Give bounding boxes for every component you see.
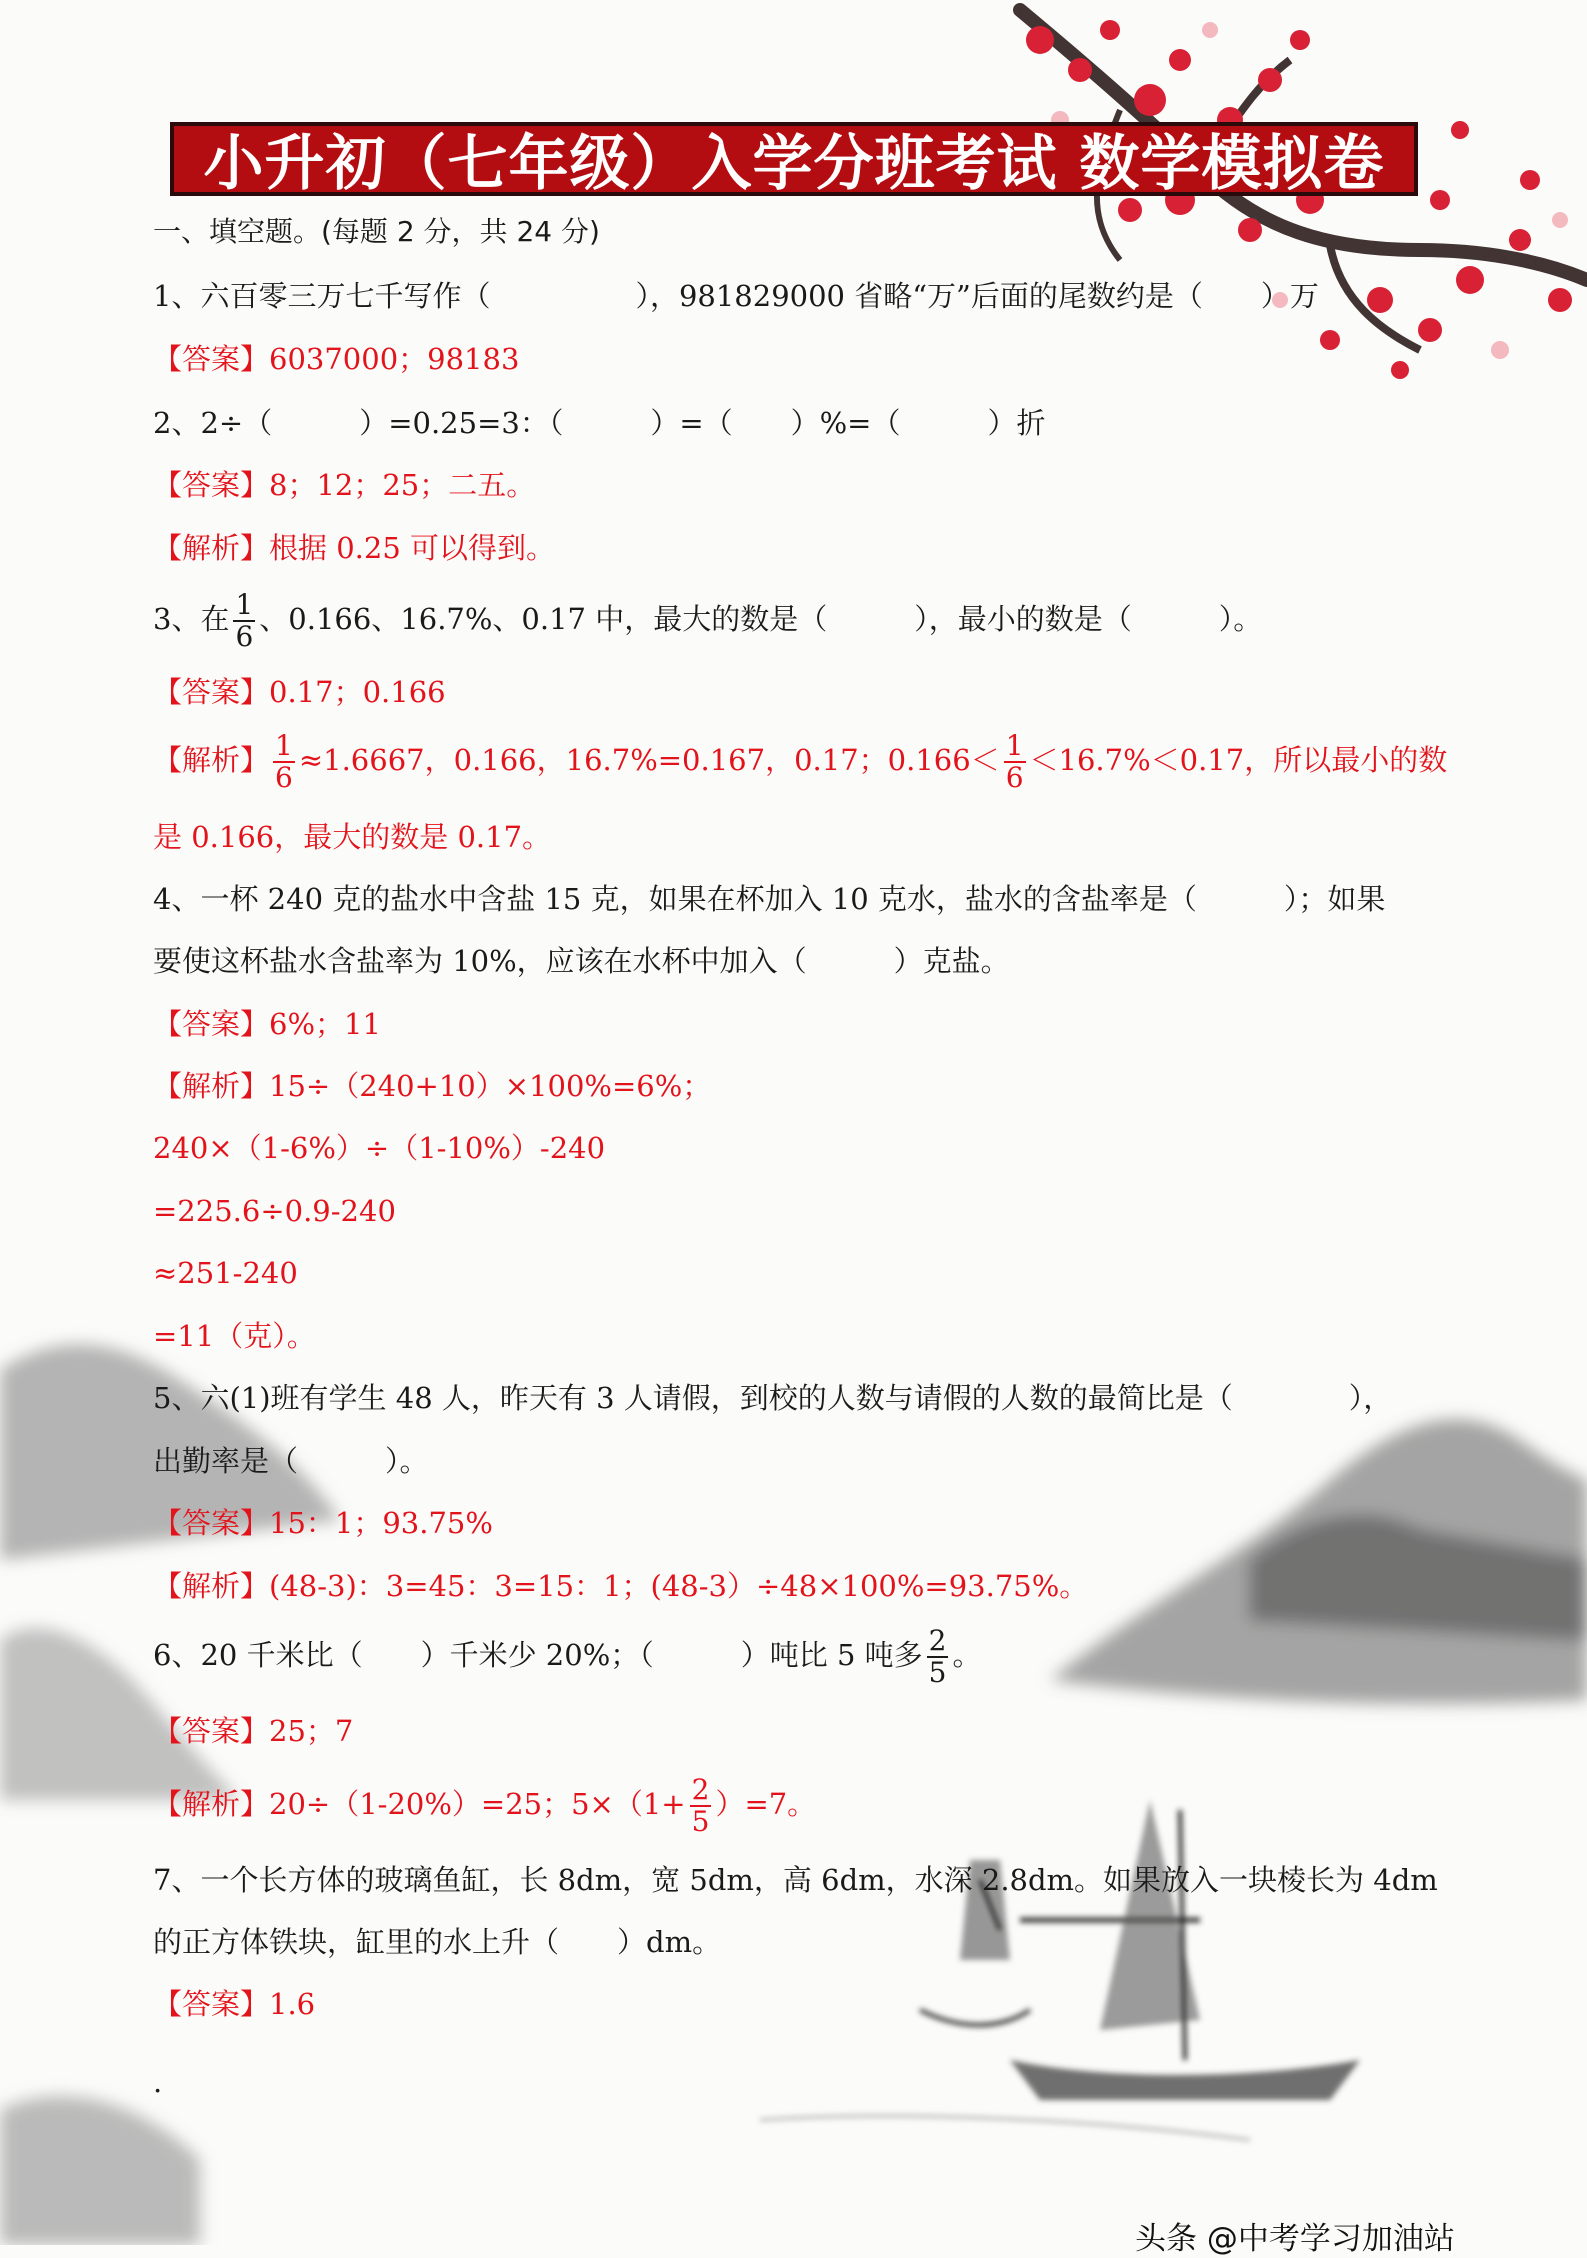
q4-step-4: =11（克）。 (153, 1319, 316, 1353)
question-4-line-2: 要使这杯盐水含盐率为 10%，应该在水杯中加入（ ）克盐。 (153, 944, 1010, 978)
fraction-one-sixth (273, 731, 295, 793)
q3-analysis-text: ≈1.6667，0.166，16.7%=0.167，0.17；0.166＜ (298, 743, 1000, 777)
question-2: 2、2÷（ ）=0.25=3：（ ）=（ ）%=（ ）折 (153, 406, 1046, 440)
q3-suffix: 、0.166、16.7%、0.17 中，最大的数是（ ），最小的数是（ ）。 (259, 602, 1263, 636)
fraction-denominator: 6 (1005, 761, 1024, 794)
sailboats (760, 1800, 1360, 2140)
section-heading-fill-in: 一、填空题。(每题 2 分，共 24 分) (153, 215, 600, 248)
q6-text: 6、20 千米比（ ）千米少 20%；（ ）吨比 5 吨多 (153, 1638, 923, 1672)
q3-analysis-cont: 是 0.166，最大的数是 0.17。 (153, 820, 552, 854)
q5-answer: 【答案】15：1；93.75% (153, 1506, 493, 1540)
q4-step-1: 240×（1-6%）÷（1-10%）-240 (153, 1131, 606, 1165)
fraction-numerator: 2 (928, 1624, 947, 1657)
right-ink-mountains (1050, 1419, 1587, 1704)
q4-answer: 【答案】6%；11 (153, 1007, 381, 1041)
q3-analysis-label: 【解析】 (153, 743, 270, 777)
fraction-one-sixth (1004, 731, 1026, 793)
q6-answer: 【答案】25；7 (153, 1714, 354, 1748)
fraction-numerator: 1 (235, 588, 254, 621)
q2-analysis: 【解析】根据 0.25 可以得到。 (153, 531, 556, 565)
fraction-numerator: 1 (275, 729, 293, 762)
page-title: 小升初（七年级）入学分班考试 数学模拟卷 (203, 129, 1385, 199)
fraction-numerator: 2 (691, 1773, 710, 1806)
fraction-two-fifths (927, 1626, 949, 1688)
q6-text: 。 (952, 1638, 982, 1672)
q7-answer: 【答案】1.6 (153, 1987, 316, 2021)
q5-analysis: 【解析】(48-3)：3=45：3=15：1；(48-3）÷48×100%=93.75%。 (153, 1569, 1089, 1603)
fraction-numerator: 1 (1005, 729, 1024, 762)
question-5-line-2: 出勤率是（ ）。 (153, 1444, 429, 1478)
q3-analysis (153, 731, 1447, 793)
question-7-line-1: 7、一个长方体的玻璃鱼缸，长 8dm，宽 5dm，高 6dm，水深 2.8dm。如果放入一块棱长为 4dm (153, 1863, 1438, 1897)
q6-analysis-text: ）=7。 (715, 1787, 817, 1821)
q3-analysis-text: ＜16.7%＜0.17，所以最小的数 (1029, 743, 1448, 777)
fraction-denominator: 5 (928, 1656, 947, 1689)
question-1: 1、六百零三万七千写作（ ），981829000 省略“万”后面的尾数约是（ ）万 (153, 279, 1319, 313)
q4-analysis: 【解析】15÷（240+10）×100%=6%； (153, 1069, 712, 1103)
question-5-line-1: 5、六(1)班有学生 48 人，昨天有 3 人请假，到校的人数与请假的人数的最简比是（ ）， (153, 1381, 1393, 1415)
question-7-line-2: 的正方体铁块，缸里的水上升（ ）dm。 (153, 1925, 722, 1959)
q4-step-2: =225.6÷0.9-240 (153, 1194, 396, 1228)
fraction-two-fifths (690, 1775, 712, 1837)
q4-step-3: ≈251-240 (153, 1256, 298, 1290)
fraction-one-sixth (233, 590, 255, 652)
question-3 (153, 590, 1262, 652)
q3-prefix: 3、在 (153, 602, 230, 636)
fraction-denominator: 6 (235, 620, 254, 653)
q3-answer: 【答案】0.17；0.166 (153, 675, 446, 709)
q2-answer: 【答案】8；12；25；二五。 (153, 468, 536, 502)
q6-analysis-text: 【解析】20÷（1-20%）=25；5×（1+ (153, 1787, 686, 1821)
q1-answer: 【答案】6037000；98183 (153, 342, 520, 376)
title-banner (170, 122, 1418, 199)
question-6 (153, 1626, 981, 1688)
watermark-text: 头条 @中考学习加油站 (1135, 2221, 1455, 2257)
fraction-denominator: 6 (275, 761, 293, 794)
fraction-denominator: 5 (691, 1805, 710, 1838)
trailing-dot: . (153, 2065, 163, 2099)
question-4-line-1: 4、一杯 240 克的盐水中含盐 15 克，如果在杯加入 10 克水，盐水的含盐率是（ ）；如果 (153, 882, 1386, 916)
q6-analysis (153, 1775, 816, 1837)
